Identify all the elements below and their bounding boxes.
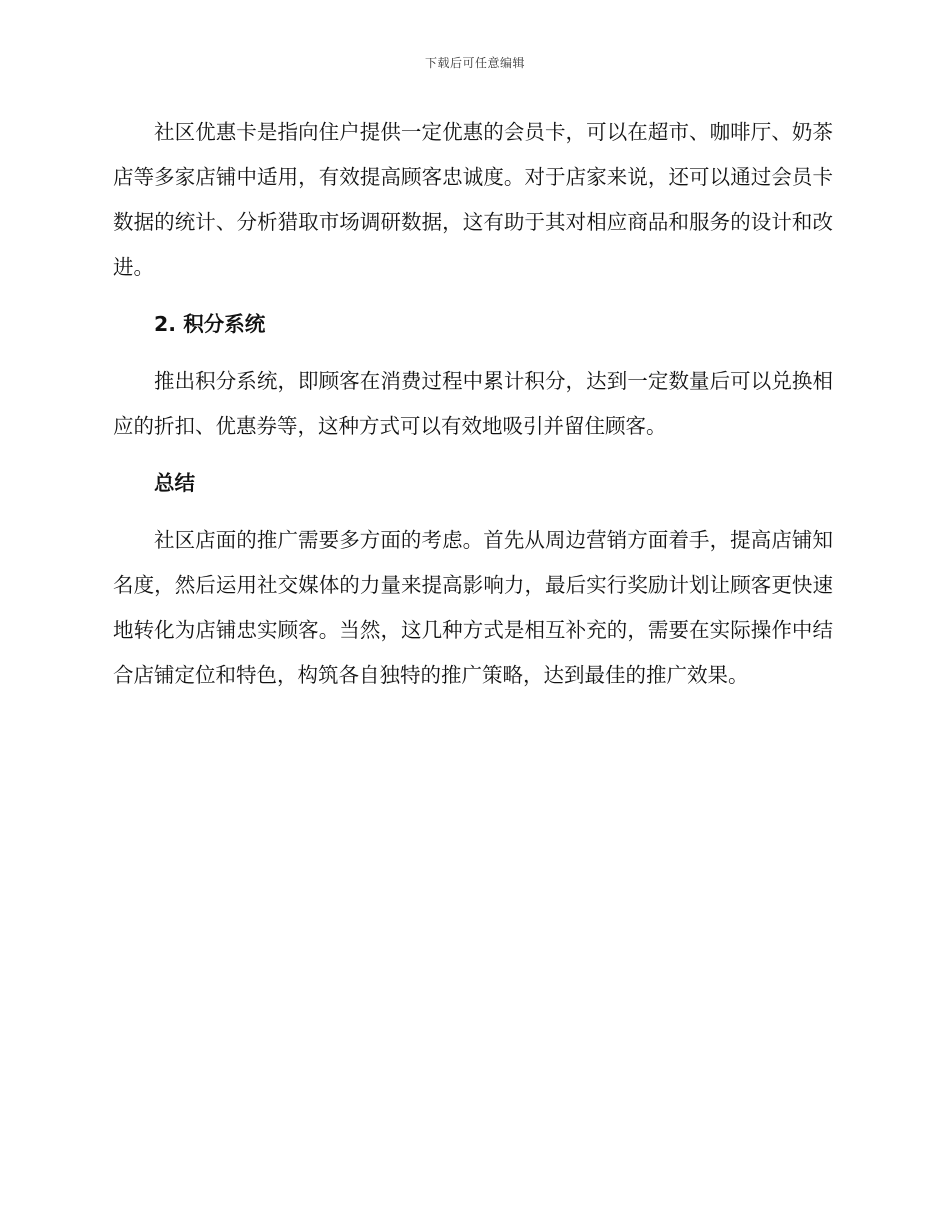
document-body	[113, 110, 833, 698]
heading-points-system: 2. 积分系统	[154, 312, 266, 336]
paragraph-summary: 社区店面的推广需要多方面的考虑。首先从周边营销方面着手，提高店铺知名度，然后运用社交媒体的力量来提高影响力，最后实行奖励计划让顾客更快速地转化为店铺忠实顾客。当然，这几种方式是相互补充的，需要在实际操作中结合店铺定位和特色，构筑各自独特的推广策略，达到最佳的推广效果。	[113, 528, 833, 687]
paragraph-points-system: 推出积分系统，即顾客在消费过程中累计积分，达到一定数量后可以兑换相应的折扣、优惠券等，这种方式可以有效地吸引并留住顾客。	[113, 369, 833, 438]
page-header: 下载后可任意编辑	[424, 56, 525, 70]
heading-summary: 总结	[154, 471, 195, 495]
paragraph-membership-card: 社区优惠卡是指向住户提供一定优惠的会员卡，可以在超市、咖啡厅、奶茶店等多家店铺中适用，有效提高顾客忠诚度。对于店家来说，还可以通过会员卡数据的统计、分析猎取市场调研数据，这有助于其对相应商品和服务的设计和改进。	[113, 120, 833, 279]
